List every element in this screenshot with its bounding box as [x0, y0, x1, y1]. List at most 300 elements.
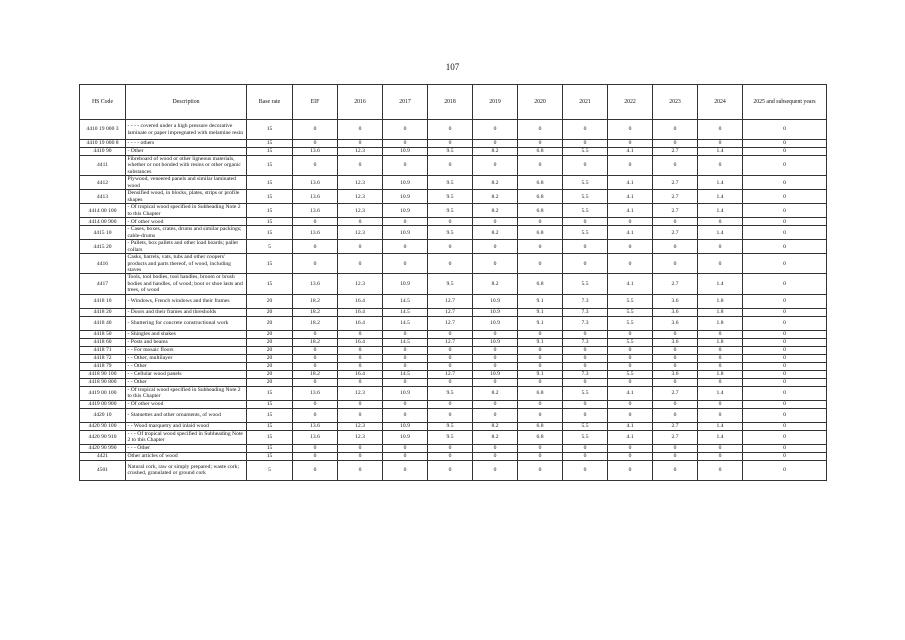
base-rate-cell: 15	[247, 408, 293, 422]
rate-cell: 4.1	[608, 148, 653, 156]
hs-code-cell: 4415 20	[80, 240, 126, 254]
description-cell: - Other	[126, 148, 247, 156]
table-row	[80, 378, 827, 386]
rate-cell: 0	[653, 460, 698, 480]
table-row	[80, 274, 827, 294]
rate-cell: 0	[743, 452, 827, 460]
table-row	[80, 204, 827, 218]
rate-cell: 0	[473, 254, 518, 274]
rate-cell: 0	[653, 362, 698, 370]
rate-cell: 10.9	[383, 430, 428, 444]
rate-cell: 0	[428, 354, 473, 362]
rate-cell: 0	[563, 460, 608, 480]
rate-cell: 0	[518, 140, 563, 148]
column-header: 2016	[338, 85, 383, 120]
rate-cell: 0	[563, 354, 608, 362]
rate-cell: 0	[293, 444, 338, 452]
rate-cell: 0	[473, 330, 518, 338]
rate-cell: 0	[608, 444, 653, 452]
hs-code-cell: 4418 90 100	[80, 370, 126, 378]
table-row	[80, 254, 827, 274]
rate-cell: 0	[743, 370, 827, 378]
rate-cell: 0	[338, 140, 383, 148]
description-cell: - - - Other	[126, 444, 247, 452]
base-rate-cell: 15	[247, 444, 293, 452]
hs-code-cell: 4416	[80, 254, 126, 274]
table-row	[80, 176, 827, 190]
rate-cell: 14.5	[383, 294, 428, 308]
rate-cell: 0	[653, 218, 698, 226]
rate-cell: 9.5	[428, 190, 473, 204]
rate-cell: 10.9	[383, 386, 428, 400]
rate-cell: 0	[293, 452, 338, 460]
column-header: 2020	[518, 85, 563, 120]
rate-cell: 0	[608, 378, 653, 386]
rate-cell: 7.3	[563, 338, 608, 346]
rate-cell: 5.5	[608, 294, 653, 308]
rate-cell: 2.7	[653, 430, 698, 444]
description-cell: - - - - others	[126, 140, 247, 148]
rate-cell: 0	[608, 362, 653, 370]
rate-cell: 0	[338, 240, 383, 254]
rate-cell: 6.8	[518, 430, 563, 444]
rate-cell: 0	[743, 218, 827, 226]
base-rate-cell: 20	[247, 294, 293, 308]
rate-cell: 0	[338, 452, 383, 460]
description-cell: - - - Of tropical wood specified in Subheading Note 2 to this Chapter	[126, 430, 247, 444]
rate-cell: 3.6	[653, 370, 698, 378]
rate-cell: 6.8	[518, 148, 563, 156]
rate-cell: 5.5	[563, 274, 608, 294]
rate-cell: 8.2	[473, 274, 518, 294]
page-number: 107	[445, 62, 460, 72]
rate-cell: 0	[518, 460, 563, 480]
description-cell: - Shuttering for concrete constructional work	[126, 316, 247, 330]
rate-cell: 7.3	[563, 370, 608, 378]
rate-cell: 4.1	[608, 274, 653, 294]
description-cell: Densified wood, in blocks, plates, strips or profile shapes	[126, 190, 247, 204]
rate-cell: 0	[383, 378, 428, 386]
description-cell: - - Wood marquetry and inlaid wood	[126, 422, 247, 430]
base-rate-cell: 20	[247, 330, 293, 338]
hs-code-cell: 4420 90 910	[80, 430, 126, 444]
rate-cell: 0	[743, 176, 827, 190]
rate-cell: 9.5	[428, 148, 473, 156]
rate-cell: 1.4	[698, 274, 743, 294]
rate-cell: 18.2	[293, 338, 338, 346]
table-row	[80, 226, 827, 240]
rate-cell: 0	[338, 346, 383, 354]
hs-code-cell: 4410 19 000 8	[80, 140, 126, 148]
base-rate-cell: 15	[247, 452, 293, 460]
rate-cell: 0	[428, 140, 473, 148]
rate-cell: 14.5	[383, 308, 428, 316]
rate-cell: 0	[518, 444, 563, 452]
rate-cell: 0	[428, 240, 473, 254]
rate-cell: 0	[518, 218, 563, 226]
rate-cell: 0	[293, 362, 338, 370]
rate-cell: 0	[338, 354, 383, 362]
table-row	[80, 444, 827, 452]
rate-cell: 12.3	[338, 274, 383, 294]
rate-cell: 1.8	[698, 370, 743, 378]
base-rate-cell: 15	[247, 204, 293, 218]
rate-cell: 1.8	[698, 338, 743, 346]
rate-cell: 0	[698, 452, 743, 460]
rate-cell: 12.3	[338, 190, 383, 204]
base-rate-cell: 20	[247, 378, 293, 386]
rate-cell: 0	[743, 400, 827, 408]
rate-cell: 9.5	[428, 430, 473, 444]
table-row	[80, 354, 827, 362]
rate-cell: 0	[743, 140, 827, 148]
description-cell: - Of other wood	[126, 218, 247, 226]
rate-cell: 14.5	[383, 370, 428, 378]
table-row	[80, 190, 827, 204]
rate-cell: 12.3	[338, 430, 383, 444]
rate-cell: 4.1	[608, 190, 653, 204]
rate-cell: 0	[563, 140, 608, 148]
column-header: 2024	[698, 85, 743, 120]
rate-cell: 0	[743, 362, 827, 370]
rate-cell: 5.5	[563, 430, 608, 444]
hs-code-cell: 4410 90	[80, 148, 126, 156]
rate-cell: 9.5	[428, 422, 473, 430]
table-row	[80, 140, 827, 148]
rate-cell: 12.3	[338, 148, 383, 156]
rate-cell: 0	[338, 378, 383, 386]
description-cell: Plywood, veneered panels and similar laminated wood	[126, 176, 247, 190]
rate-cell: 0	[608, 452, 653, 460]
rate-cell: 10.9	[473, 370, 518, 378]
rate-cell: 13.6	[293, 422, 338, 430]
rate-cell: 0	[383, 156, 428, 176]
rate-cell: 0	[293, 346, 338, 354]
rate-cell: 8.2	[473, 204, 518, 218]
rate-cell: 0	[518, 156, 563, 176]
rate-cell: 0	[338, 218, 383, 226]
rate-cell: 5.5	[563, 226, 608, 240]
rate-cell: 2.7	[653, 176, 698, 190]
rate-cell: 0	[518, 378, 563, 386]
rate-cell: 2.7	[653, 204, 698, 218]
rate-cell: 0	[518, 120, 563, 140]
rate-cell: 5.5	[608, 338, 653, 346]
rate-cell: 0	[653, 408, 698, 422]
rate-cell: 0	[743, 254, 827, 274]
rate-cell: 13.6	[293, 386, 338, 400]
hs-code-cell: 4420 90 100	[80, 422, 126, 430]
rate-cell: 9.1	[518, 308, 563, 316]
rate-cell: 1.4	[698, 226, 743, 240]
rate-cell: 0	[293, 120, 338, 140]
rate-cell: 0	[473, 346, 518, 354]
rate-cell: 0	[608, 156, 653, 176]
rate-cell: 0	[428, 460, 473, 480]
rate-cell: 8.2	[473, 148, 518, 156]
rate-cell: 0	[608, 460, 653, 480]
rate-cell: 0	[293, 354, 338, 362]
rate-cell: 1.8	[698, 294, 743, 308]
rate-cell: 0	[518, 354, 563, 362]
rate-cell: 0	[653, 346, 698, 354]
rate-cell: 0	[338, 460, 383, 480]
rate-cell: 2.7	[653, 386, 698, 400]
rate-cell: 0	[653, 378, 698, 386]
rate-cell: 0	[293, 156, 338, 176]
description-cell: - Doors and their frames and thresholds	[126, 308, 247, 316]
rate-cell: 5.5	[563, 204, 608, 218]
column-header: EIF	[293, 85, 338, 120]
rate-cell: 6.8	[518, 190, 563, 204]
rate-cell: 0	[743, 346, 827, 354]
rate-cell: 18.2	[293, 308, 338, 316]
rate-cell: 0	[383, 408, 428, 422]
rate-cell: 0	[743, 408, 827, 422]
rate-cell: 13.6	[293, 148, 338, 156]
rate-cell: 0	[473, 140, 518, 148]
rate-cell: 0	[383, 120, 428, 140]
rate-cell: 8.2	[473, 190, 518, 204]
rate-cell: 0	[383, 346, 428, 354]
rate-cell: 1.4	[698, 386, 743, 400]
rate-cell: 18.2	[293, 370, 338, 378]
rate-cell: 12.3	[338, 386, 383, 400]
rate-cell: 12.7	[428, 294, 473, 308]
rate-cell: 12.7	[428, 308, 473, 316]
hs-code-cell: 4418 50	[80, 330, 126, 338]
rate-cell: 1.4	[698, 148, 743, 156]
rate-cell: 0	[743, 204, 827, 218]
rate-cell: 0	[653, 452, 698, 460]
rate-cell: 0	[743, 240, 827, 254]
rate-cell: 12.3	[338, 226, 383, 240]
description-cell: - Of tropical wood specified in Subheading Note 2 to this Chapter	[126, 204, 247, 218]
rate-cell: 9.5	[428, 204, 473, 218]
rate-cell: 0	[518, 346, 563, 354]
rate-cell: 5.5	[608, 308, 653, 316]
rate-cell: 9.1	[518, 370, 563, 378]
base-rate-cell: 15	[247, 140, 293, 148]
rate-cell: 0	[473, 460, 518, 480]
rate-cell: 10.9	[383, 226, 428, 240]
rate-cell: 1.4	[698, 190, 743, 204]
rate-cell: 0	[428, 218, 473, 226]
rate-cell: 0	[698, 120, 743, 140]
rate-cell: 16.4	[338, 338, 383, 346]
description-cell: - Shingles and shakes	[126, 330, 247, 338]
rate-cell: 0	[428, 452, 473, 460]
base-rate-cell: 15	[247, 274, 293, 294]
hs-code-cell: 4419 00 900	[80, 400, 126, 408]
base-rate-cell: 15	[247, 156, 293, 176]
base-rate-cell: 20	[247, 354, 293, 362]
rate-cell: 0	[608, 354, 653, 362]
rate-cell: 7.3	[563, 308, 608, 316]
rate-cell: 0	[428, 400, 473, 408]
column-header: 2025 and subsequent years	[743, 85, 827, 120]
rate-cell: 1.8	[698, 316, 743, 330]
rate-cell: 10.9	[383, 176, 428, 190]
rate-cell: 13.6	[293, 274, 338, 294]
base-rate-cell: 15	[247, 190, 293, 204]
hs-code-cell: 4419 00 100	[80, 386, 126, 400]
hs-code-cell: 4414 00 900	[80, 218, 126, 226]
tariff-schedule-table	[79, 84, 827, 481]
table-row	[80, 338, 827, 346]
rate-cell: 10.9	[473, 294, 518, 308]
rate-cell: 0	[518, 254, 563, 274]
description-cell: - - Cellular wood panels	[126, 370, 247, 378]
rate-cell: 0	[293, 330, 338, 338]
rate-cell: 0	[653, 354, 698, 362]
description-cell: - Pallets, box pallets and other load boards; pallet collars	[126, 240, 247, 254]
table-row	[80, 408, 827, 422]
rate-cell: 0	[563, 346, 608, 354]
rate-cell: 0	[338, 400, 383, 408]
hs-code-cell: 4420 10	[80, 408, 126, 422]
description-cell: Casks, barrels, vats, tubs and other coopers' products and parts thereof, of wood, including staves	[126, 254, 247, 274]
rate-cell: 0	[743, 120, 827, 140]
rate-cell: 14.5	[383, 338, 428, 346]
column-header: 2023	[653, 85, 698, 120]
rate-cell: 0	[698, 444, 743, 452]
rate-cell: 0	[383, 444, 428, 452]
rate-cell: 6.8	[518, 176, 563, 190]
rate-cell: 14.5	[383, 316, 428, 330]
rate-cell: 0	[383, 362, 428, 370]
description-cell: - - Other	[126, 378, 247, 386]
description-cell: - Windows, French windows and their frames	[126, 294, 247, 308]
hs-code-cell: 4414 00 100	[80, 204, 126, 218]
rate-cell: 13.6	[293, 430, 338, 444]
rate-cell: 0	[698, 254, 743, 274]
rate-cell: 9.5	[428, 176, 473, 190]
rate-cell: 5.5	[608, 316, 653, 330]
hs-code-cell: 4411	[80, 156, 126, 176]
rate-cell: 13.6	[293, 226, 338, 240]
rate-cell: 0	[518, 408, 563, 422]
rate-cell: 3.6	[653, 338, 698, 346]
rate-cell: 0	[608, 346, 653, 354]
rate-cell: 12.3	[338, 176, 383, 190]
rate-cell: 0	[653, 120, 698, 140]
rate-cell: 0	[563, 330, 608, 338]
base-rate-cell: 20	[247, 362, 293, 370]
rate-cell: 8.2	[473, 386, 518, 400]
rate-cell: 0	[743, 378, 827, 386]
rate-cell: 0	[383, 460, 428, 480]
rate-cell: 5.5	[608, 370, 653, 378]
rate-cell: 2.7	[653, 148, 698, 156]
rate-cell: 0	[653, 240, 698, 254]
rate-cell: 13.6	[293, 176, 338, 190]
rate-cell: 0	[383, 400, 428, 408]
rate-cell: 16.4	[338, 370, 383, 378]
rate-cell: 5.5	[563, 190, 608, 204]
hs-code-cell: 4418 10	[80, 294, 126, 308]
rate-cell: 0	[383, 218, 428, 226]
rate-cell: 0	[698, 354, 743, 362]
rate-cell: 0	[518, 240, 563, 254]
rate-cell: 0	[428, 362, 473, 370]
rate-cell: 12.3	[338, 422, 383, 430]
description-cell: - - For mosaic floors	[126, 346, 247, 354]
base-rate-cell: 5	[247, 240, 293, 254]
rate-cell: 0	[743, 354, 827, 362]
rate-cell: 0	[383, 140, 428, 148]
base-rate-cell: 15	[247, 386, 293, 400]
rate-cell: 4.1	[608, 226, 653, 240]
column-header: 2019	[473, 85, 518, 120]
rate-cell: 0	[698, 240, 743, 254]
table-row	[80, 148, 827, 156]
rate-cell: 0	[338, 408, 383, 422]
rate-cell: 0	[608, 218, 653, 226]
column-header: 2022	[608, 85, 653, 120]
base-rate-cell: 15	[247, 176, 293, 190]
hs-code-cell: 4418 72	[80, 354, 126, 362]
rate-cell: 1.4	[698, 204, 743, 218]
rate-cell: 0	[563, 156, 608, 176]
rate-cell: 0	[428, 330, 473, 338]
rate-cell: 0	[743, 274, 827, 294]
rate-cell: 0	[698, 400, 743, 408]
base-rate-cell: 15	[247, 120, 293, 140]
rate-cell: 10.9	[383, 148, 428, 156]
rate-cell: 0	[653, 444, 698, 452]
rate-cell: 0	[698, 460, 743, 480]
rate-cell: 0	[563, 452, 608, 460]
rate-cell: 0	[428, 378, 473, 386]
rate-cell: 7.3	[563, 316, 608, 330]
table-row	[80, 460, 827, 480]
description-cell: - Statuettes and other ornaments, of wood	[126, 408, 247, 422]
rate-cell: 0	[743, 316, 827, 330]
rate-cell: 8.2	[473, 430, 518, 444]
rate-cell: 0	[293, 400, 338, 408]
rate-cell: 0	[293, 378, 338, 386]
description-cell: Natural cork, raw or simply prepared; waste cork; crushed, granulated or ground cork	[126, 460, 247, 480]
rate-cell: 0	[743, 226, 827, 240]
table-row	[80, 218, 827, 226]
rate-cell: 5.5	[563, 176, 608, 190]
base-rate-cell: 15	[247, 430, 293, 444]
rate-cell: 10.9	[473, 308, 518, 316]
rate-cell: 0	[293, 218, 338, 226]
rate-cell: 4.1	[608, 422, 653, 430]
rate-cell: 0	[383, 330, 428, 338]
rate-cell: 0	[743, 338, 827, 346]
hs-code-cell: 4501	[80, 460, 126, 480]
rate-cell: 0	[563, 408, 608, 422]
rate-cell: 2.7	[653, 274, 698, 294]
rate-cell: 6.8	[518, 422, 563, 430]
rate-cell: 0	[473, 400, 518, 408]
base-rate-cell: 20	[247, 346, 293, 354]
rate-cell: 0	[608, 120, 653, 140]
rate-cell: 13.6	[293, 204, 338, 218]
rate-cell: 10.9	[383, 422, 428, 430]
base-rate-cell: 20	[247, 338, 293, 346]
table-row	[80, 452, 827, 460]
rate-cell: 0	[743, 430, 827, 444]
rate-cell: 0	[698, 346, 743, 354]
rate-cell: 2.7	[653, 226, 698, 240]
table-row	[80, 430, 827, 444]
rate-cell: 0	[743, 308, 827, 316]
rate-cell: 0	[473, 378, 518, 386]
